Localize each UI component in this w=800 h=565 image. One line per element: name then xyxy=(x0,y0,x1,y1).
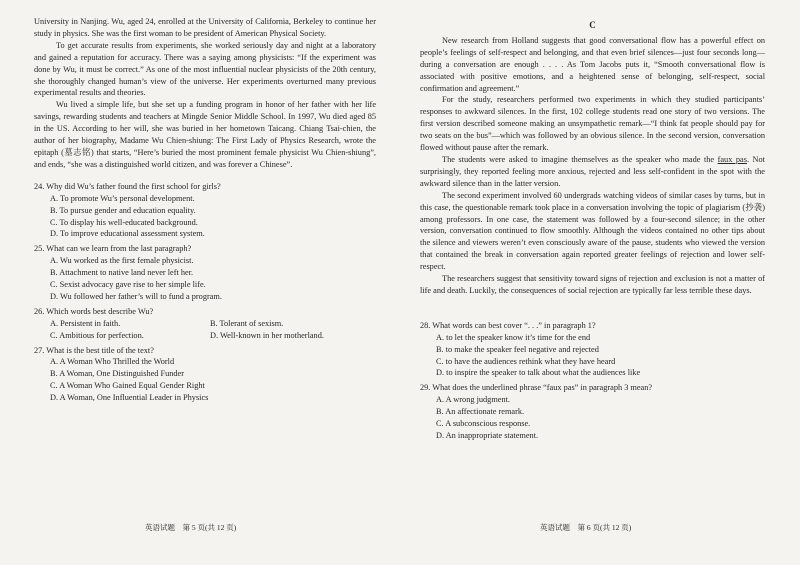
option-b: B. Tolerant of sexism. xyxy=(210,318,284,328)
option-a: A. To promote Wu’s personal development. xyxy=(50,193,195,203)
option-c: C. Sexist advocacy gave rise to her simple life. xyxy=(50,280,206,290)
question-stem: 25. What can we learn from the last paragraph? xyxy=(34,244,192,254)
paragraph-accuracy: To get accurate results from experiments, she worked seriously day and night at a laboratory and gained a reputation for accuracy. There was a saying among physicists: “If the experiment was done by Wu, it must be correct.” As one of the most influential nuclear physicists of the 20th century, she thoroughly changed human’s view of the universe. Her experiments overturned many previous experimental results and theories. xyxy=(34,40,376,98)
question-27 xyxy=(34,345,376,405)
underlined-phrase: faux pas xyxy=(717,154,747,164)
option-c: C. Ambitious for perfection. xyxy=(50,330,144,340)
passage-paragraph-4: The second experiment involved 60 undergrads watching videos of similar cases by turns, but in this case, the questionable remark took place in a conversation involving the topic of plagiarism (抄袭) among professors. In one case, the statement was followed by a four-second silence; in the other version, conversation continued to flow smoothly. Although the videos contained no other tips about the silence and viewers weren’t even consciously aware of the pause, students who viewed the version that contained the break in conversation again reported greater feelings of rejection and lower self-respect. xyxy=(420,190,765,272)
question-29 xyxy=(420,382,765,442)
page-footer-right: 英语试题 第 6 页(共 12 页) xyxy=(540,523,632,532)
option-d: D. Well-known in her motherland. xyxy=(210,330,324,340)
option-b: B. to make the speaker feel negative and rejected xyxy=(436,344,599,354)
option-d: D. To improve educational assessment system. xyxy=(50,229,205,239)
option-c: C. to have the audiences rethink what they have heard xyxy=(436,356,616,366)
passage-paragraph-2: For the study, researchers performed two experiments in which they studied participants’ responses to awkward silences. In the first, 102 college students read one story of two versions. The first version described someone making an unsympathetic remark—“I think fat people should pay for two seats on the bus”—which was followed by an obvious silence. In the second version, conversation flowed without pause after the remark. xyxy=(420,95,765,153)
option-d: D. A Woman, One Influential Leader in Physics xyxy=(50,393,209,403)
question-stem: 27. What is the best title of the text? xyxy=(34,345,154,355)
passage-paragraph-5: The researchers suggest that sensitivity toward signs of rejection and exclusion is not a matter of life and death. Luckily, the consequences of social rejection are typically far less terrible these days. xyxy=(420,274,765,295)
option-a: A. to let the speaker know it’s time for the end xyxy=(436,332,591,342)
intro-paragraph: University in Nanjing. Wu, aged 24, enrolled at the University of California, Berkeley to continue her study in physics. She was the first woman to be president of American Physical Society. xyxy=(34,17,376,38)
option-b: B. To pursue gender and education equality. xyxy=(50,205,196,215)
question-25 xyxy=(34,243,376,303)
question-24 xyxy=(34,181,376,241)
option-a: A. Wu worked as the first female physicist. xyxy=(50,256,194,266)
passage-paragraph-1: New research from Holland suggests that good conversational flow has a powerful effect on people’s feelings of self-respect and belonging, and that even brief silences—just four seconds long—during a conversation are enough . . . . As Tom Jacobs puts it, “Smooth conversational flow is associated with positive emotions, and a heightened sense of belonging, self-respect, social confirmation and agreement.” xyxy=(420,35,765,93)
question-26 xyxy=(34,306,376,342)
question-stem: 29. What does the underlined phrase “faux pas” in paragraph 3 mean? xyxy=(420,383,653,393)
option-b: B. A Woman, One Distinguished Funder xyxy=(50,369,185,379)
option-a: A. A Woman Who Thrilled the World xyxy=(50,357,175,367)
option-b: B. Attachment to native land never left her. xyxy=(50,268,194,278)
right-column xyxy=(420,16,765,442)
option-c: C. A Woman Who Gained Equal Gender Right xyxy=(50,381,205,391)
question-stem: 24. Why did Wu’s father found the first school for girls? xyxy=(34,181,221,191)
question-stem: 28. What words can best cover “. . .” in paragraph 1? xyxy=(420,320,596,330)
option-c: C. A subconscious response. xyxy=(436,419,531,429)
question-28 xyxy=(420,320,765,380)
left-column xyxy=(34,16,376,404)
passage-paragraph-3: The students were asked to imagine themselves as the speaker who made the faux pas. Not surprisingly, they reported feeling more anxious, rejected and less self-confident in the spot with the awkward silence than in the latter version. xyxy=(420,154,765,188)
option-d: D. to inspire the speaker to talk about what the audiences like xyxy=(436,368,641,378)
page-footer-left: 英语试题 第 5 页(共 12 页) xyxy=(145,523,237,532)
option-d: D. Wu followed her father’s will to fund a program. xyxy=(50,291,222,301)
option-d: D. An inappropriate statement. xyxy=(436,431,539,440)
option-c: C. To display his well-educated background. xyxy=(50,217,198,227)
paragraph-legacy: Wu lived a simple life, but she set up a funding program in honor of her father with her life savings, rewarding students and teachers at Mingde Senior Middle School. In 1997, Wu died aged 85 in the US. According to her will, she was buried in her hometown Taicang. Chiang Tsai-chien, the author of her biography, Madame Wu Chien-shiung: The First Lady of Physics Research, wrote the epitaph (墓志铭) that starts, “Here’s buried the most prominent female physicist Wu Chien-shiung”, and ends, “she was a distinguished world citizen, and was forever a Chinese”. xyxy=(34,100,376,169)
option-a: A. Persistent in faith. xyxy=(50,318,121,328)
option-a: A. A wrong judgment. xyxy=(436,395,510,405)
option-b: B. An affectionate remark. xyxy=(436,407,525,417)
question-stem: 26. Which words best describe Wu? xyxy=(34,306,154,316)
section-heading: C xyxy=(589,20,596,30)
